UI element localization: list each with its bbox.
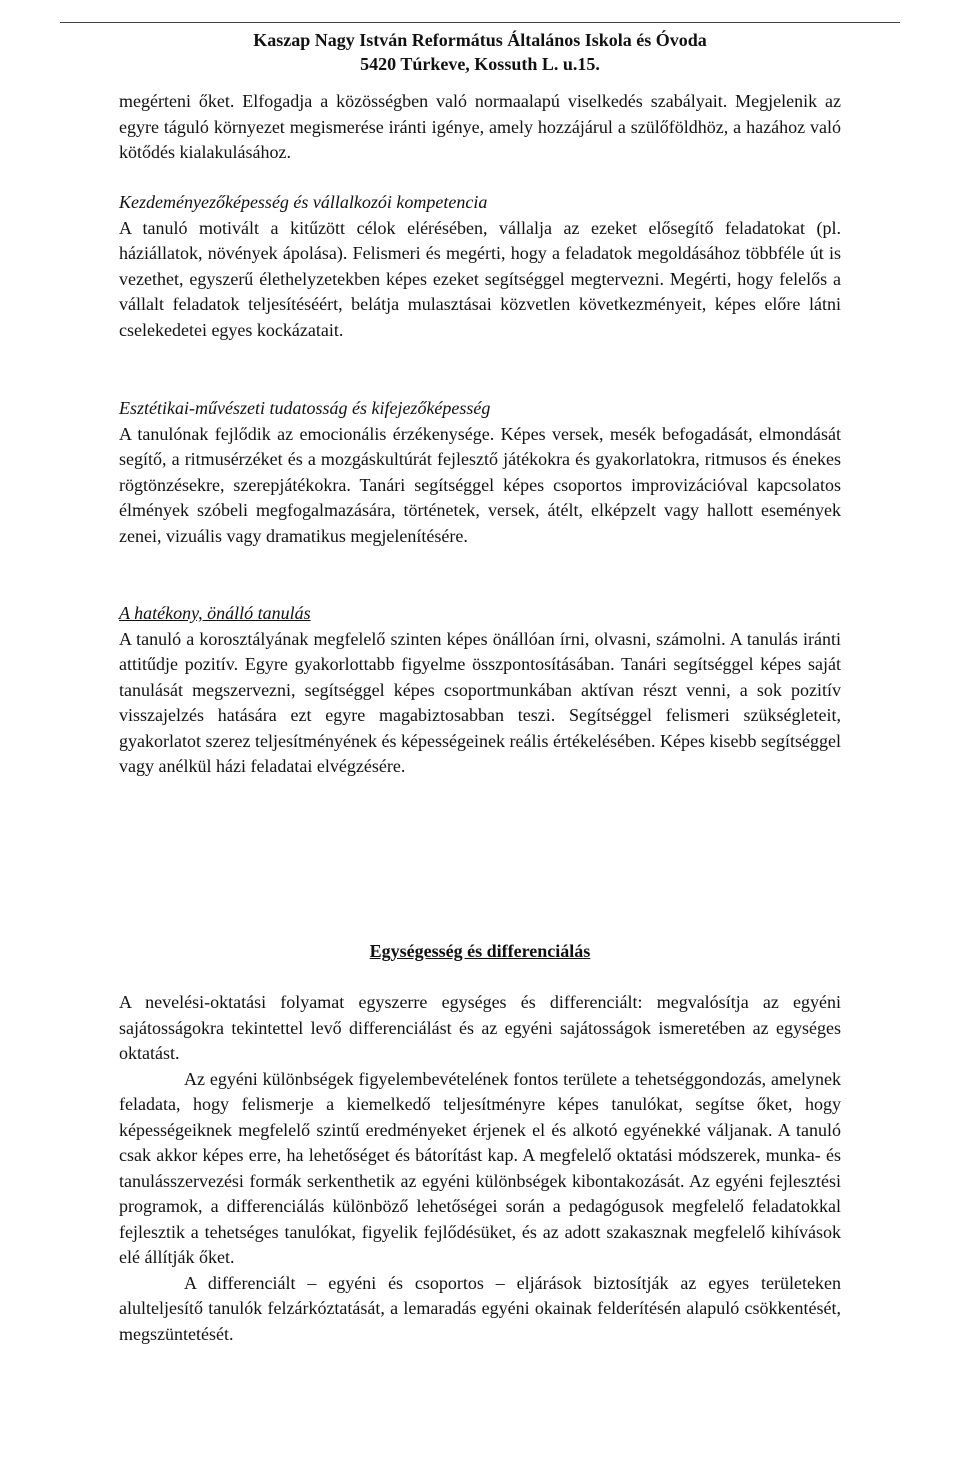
school-address: 5420 Túrkeve, Kossuth L. u.15. bbox=[360, 54, 600, 74]
unity-paragraph-3: A differenciált – egyéni és csoportos – eljárások biztosítják az egyes területeken alulteljesítő tanulók felzárkóztatását, a lemaradás egyéni okainak felderítésén alapuló csökkentését, megszüntetését. bbox=[119, 1272, 841, 1344]
unity-paragraph-1: A nevelési-oktatási folyamat egyszerre egységes és differenciált: megvalósítja az egyéni sajátosságokra tekintettel levő differenciálást és az egyéni sajátosságok ismeretében az egységes oktatást. bbox=[119, 992, 841, 1063]
unity-paragraph-2: Az egyéni különbségek figyelembevételének fontos területe a tehetséggondozás, amelynek feladata, hogy felismerje a kiemelkedő teljesítményre képes tanulókat, segítse őket, hogy képességeiknek megfelelő szintű eredményeket érjenek el és alkotó egyénekké váljanak. A tanuló csak akkor képes erre, ha lehetőséget és bátorítást kap. A megfelelő oktatási módszerek, munka- és tanulásszervezési formák serkenthetik az egyéni különbségek kibontakozását. Az egyéni fejlesztési programok, a differenciálás különböző lehetőségei során a pedagógusok megfelelő feladatokkal fejlesztik a tehetséges tanulókat, figyelik fejlődésüket, és az adott szakasznak megfelelő kihívások elé állítják őket. bbox=[119, 1068, 841, 1267]
section-paragraph: A tanulónak fejlődik az emocionális érzékenysége. Képes versek, mesék befogadását, elmondását segítő, a ritmusérzéket és a mozgáskultúrát fejlesztő játékokra és gyakorlatokra, ritmusos és énekes rögtönzésekre, szerepjátékokra. Tanári segítséggel képes csoportos improvizációval kapcsolatos élmények szóbeli megfogalmazására, történetek, versek, átélt, elképzelt vagy hallott események zenei, vizuális vagy dramatikus megjelenítésére. bbox=[119, 423, 841, 546]
section-heading: Kezdeményezőképesség és vállalkozói kompetencia bbox=[119, 192, 488, 212]
section-learning bbox=[119, 601, 841, 780]
section-heading: Esztétikai-művészeti tudatosság és kifejezőképesség bbox=[119, 398, 491, 418]
section-aesthetic bbox=[119, 396, 841, 549]
section-unity bbox=[119, 990, 841, 1347]
section-title: Egységesség és differenciálás bbox=[369, 941, 591, 961]
school-name: Kaszap Nagy István Református Általános Iskola és Óvoda bbox=[253, 30, 707, 50]
page-header bbox=[60, 28, 900, 76]
intro-paragraph: megérteni őket. Elfogadja a közösségben való normaalapú viselkedés szabályait. Megjelenik az egyre táguló környezet megismerése iránti igénye, amely hozzájárul a szülőföldhöz, a hazához való kötődés kialakulásához. bbox=[119, 91, 841, 162]
section-paragraph: A tanuló a korosztályának megfelelő szinten képes önállóan írni, olvasni, számolni. A tanulás iránti attitűdje pozitív. Egyre gyakorlottabb figyelme összpontosításában. Tanári segítséggel képes saját tanulását megszervezni, segítséggel képes csoportmunkában aktívan részt venni, a sok pozitív visszajelzés hatására ezt egyre magabiztosabban teszi. Segítséggel felismeri szükségleteit, gyakorlatot szerez teljesítményének és képességeinek reális értékelésében. Képes kisebb segítséggel vagy anélkül házi feladatai elvégzésére. bbox=[119, 628, 841, 776]
section-entrepreneur bbox=[119, 190, 841, 343]
intro-block bbox=[119, 89, 841, 166]
section-paragraph: A tanuló motivált a kitűzött célok elérésében, vállalja az ezeket elősegítő feladatokat (pl. háziállatok, növények ápolása). Felismeri és megérti, hogy a feladatok megoldásához többféle út is vezethet, egyszerű élethelyzetekben képes ezeket segítséggel megtervezni. Megérti, hogy felelős a vállalt feladatok teljesítéséért, belátja mulasztásai közvetlen következményeit, képes előre látni cselekedetei egyes kockázatait. bbox=[119, 217, 841, 340]
section-heading: A hatékony, önálló tanulás bbox=[119, 603, 311, 623]
header-divider bbox=[60, 22, 900, 23]
